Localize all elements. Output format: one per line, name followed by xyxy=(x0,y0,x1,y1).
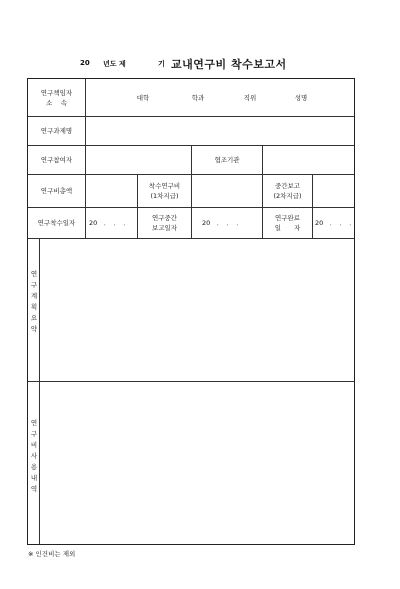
mid-date-label xyxy=(138,207,191,238)
head-label-line1: 연구책임자 xyxy=(40,88,73,97)
first-fund-line2: (1차지급) xyxy=(150,191,179,200)
footnote: ※ 인건비는 제외 xyxy=(28,550,76,558)
mid-report-label xyxy=(263,174,312,207)
budget-usage-field[interactable] xyxy=(40,382,354,544)
form-title xyxy=(0,56,400,72)
project-name-field[interactable] xyxy=(86,116,354,145)
cooperating-org-field[interactable] xyxy=(263,145,354,174)
title-main: 교내연구비 착수보고서 xyxy=(171,58,287,71)
start-date-field[interactable]: 20 ． ． ． xyxy=(89,218,130,227)
plan-summary-field[interactable] xyxy=(40,239,354,381)
report-form-table xyxy=(27,78,355,545)
head-label-line2: 소 속 xyxy=(45,98,68,107)
first-fund-label xyxy=(138,174,191,207)
mid-date-line1: 연구중간 xyxy=(151,213,178,222)
end-date-field[interactable]: 20 ． ． ． xyxy=(315,218,356,227)
mid-date-line2: 보고일자 xyxy=(151,223,178,232)
univ-label: 대학 xyxy=(136,93,150,102)
dept-label: 학과 xyxy=(191,93,205,102)
participants-label: 연구참여자 xyxy=(40,155,73,164)
name-label: 성명 xyxy=(294,93,308,102)
mid-report-line1: 중간보고 xyxy=(274,181,301,190)
budget-usage-label: 연구비사용내역 xyxy=(30,419,38,493)
cooperating-org-label: 협조기관 xyxy=(214,155,240,164)
participants-field[interactable] xyxy=(86,145,191,174)
start-date-label: 연구착수일자 xyxy=(37,218,76,227)
plan-summary-label: 연구계획요약 xyxy=(30,270,38,333)
mid-date-field[interactable]: 20 ． ． ． xyxy=(202,218,243,227)
title-year-term: 년도 제 xyxy=(103,60,126,68)
head-label xyxy=(28,79,85,116)
position-label: 직위 xyxy=(243,93,257,102)
first-fund-line1: 착수연구비 xyxy=(148,181,181,190)
end-date-line2: 일 자 xyxy=(274,223,301,232)
mid-report-line2: (2차지급) xyxy=(273,191,302,200)
title-gi: 기 xyxy=(158,60,165,68)
end-date-line1: 연구완료 xyxy=(274,213,301,222)
budget-total-label: 연구비총액 xyxy=(40,186,73,195)
end-date-label xyxy=(263,207,312,238)
project-name-label: 연구과제명 xyxy=(40,126,73,135)
title-year: 20 xyxy=(80,59,90,67)
